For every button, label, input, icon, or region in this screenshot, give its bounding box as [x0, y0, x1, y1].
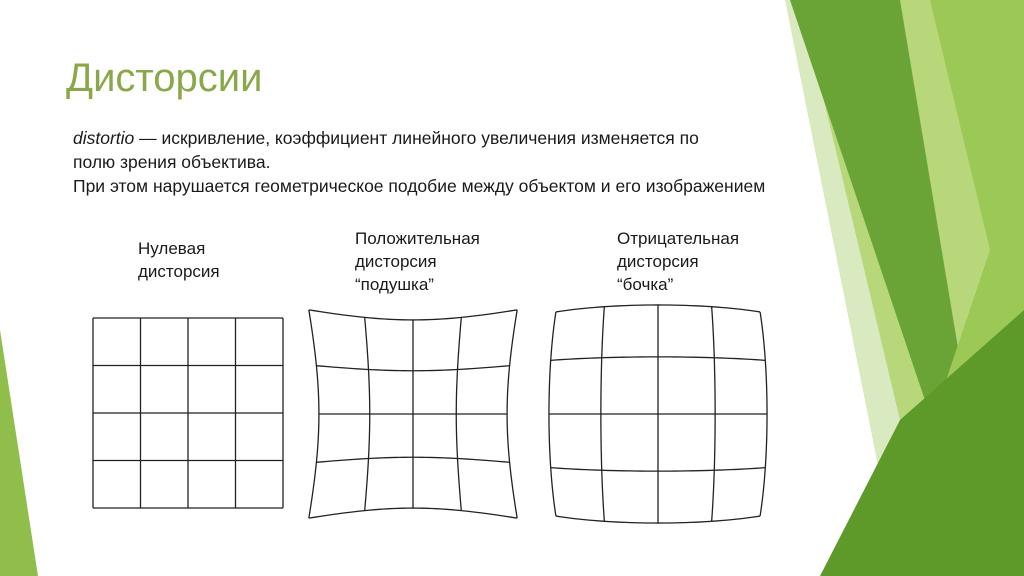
caption-pincushion-distortion: [355, 227, 480, 296]
caption-zero-distortion: [138, 237, 220, 283]
grid-pincushion-distortion: [306, 308, 520, 520]
description-line-2: полю зрения объектива.: [73, 152, 271, 172]
grid-pincushion-line: [507, 310, 517, 518]
description-line-1: [73, 126, 853, 150]
caption-line: Нулевая: [138, 239, 206, 258]
caption-line: “бочка”: [617, 275, 674, 294]
caption-line: “подушка”: [355, 275, 434, 294]
definition-text: — искривление, коэффициент линейного увеличения изменяется по: [134, 128, 699, 148]
caption-line: Отрицательная: [617, 229, 740, 248]
caption-line: Положительная: [355, 229, 480, 248]
description-line-3: При этом нарушается геометрическое подобие между объектом и его изображением: [73, 176, 766, 196]
grid-zero-distortion: [90, 315, 286, 511]
latin-term: distortio: [73, 128, 135, 148]
grid-barrel-distortion: [544, 300, 772, 528]
caption-line: дисторсия: [355, 252, 437, 271]
green-shape-left-strip: [0, 330, 38, 576]
grid-pincushion-line: [309, 310, 319, 518]
grid-pincushion-line: [309, 310, 517, 320]
caption-line: дисторсия: [138, 262, 220, 281]
description: [73, 126, 853, 198]
grid-pincushion-line: [309, 508, 517, 518]
caption-line: дисторсия: [617, 252, 699, 271]
slide-title: Дисторсии: [66, 56, 263, 100]
caption-barrel-distortion: [617, 227, 739, 296]
